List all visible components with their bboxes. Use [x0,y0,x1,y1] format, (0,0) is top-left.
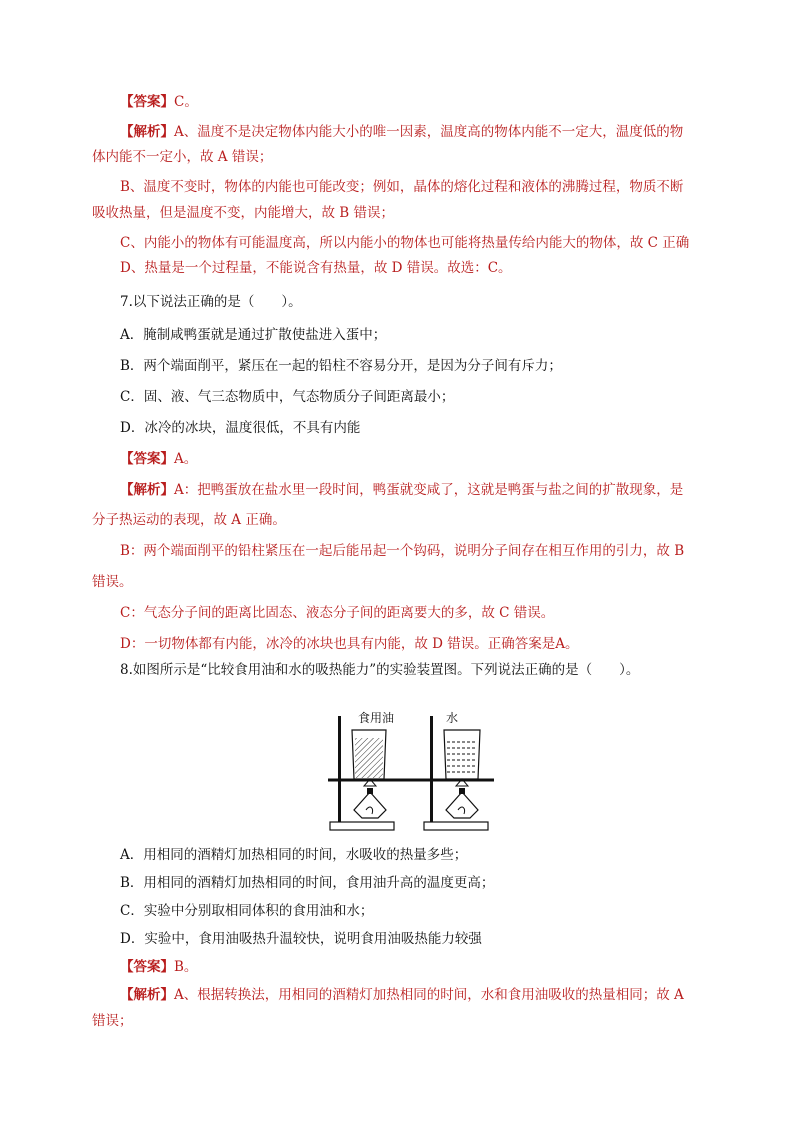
q7-analysis-line-3: B：两个端面削平的铅柱紧压在一起后能吊起一个钩码，说明分子间存在相互作用的引力，故 B [120,543,685,559]
q7-analysis-line-5: C：气态分子间的距离比固态、液态分子间的距离要大的多，故 C 错误。 [120,605,555,621]
analysis-tag: 【解析】 [120,987,174,1003]
q7-analysis-line-4: 错误。 [92,574,133,590]
answer-value: A。 [174,451,198,467]
q8-stem: 8.如图所示是“比较食用油和水的吸热能力”的实验装置图。下列说法正确的是（ ）。 [120,662,640,678]
q8-analysis-line-1: 【解析】A、根据转换法，用相同的酒精灯加热相同的时间，水和食用油吸收的热量相同；故 A [120,987,684,1003]
answer-tag: 【答案】 [120,94,174,110]
q7-option-a: A．腌制咸鸭蛋就是通过扩散使盐进入蛋中； [120,327,387,343]
answer-value: B。 [174,959,198,975]
experiment-figure [326,706,496,840]
analysis-tag: 【解析】 [120,124,174,140]
q6-analysis-line-5: C、内能小的物体有可能温度高，所以内能小的物体也可能将热量传给内能大的物体，故 C 正确 [120,235,690,251]
answer-tag: 【答案】 [120,451,174,467]
q7-answer [120,449,197,469]
q6-analysis-line-3: B、温度不变时，物体的内能也可能改变；例如，晶体的熔化过程和液体的沸腾过程，物质不断 [120,179,684,195]
q6-analysis-line-6: D、热量是一个过程量，不能说含有热量，故 D 错误。故选：C。 [120,260,512,276]
q8-option-d: D．实验中，食用油吸热升温较快，说明食用油吸热能力较强 [120,931,482,947]
q6-answer [120,92,198,112]
q7-option-d: D．冰冷的冰块，温度很低，不具有内能 [120,420,361,436]
figure-oil-setup [328,710,422,830]
q8-option-c: C．实验中分别取相同体积的食用油和水； [120,903,374,919]
q7-stem: 7.以下说法正确的是（ ）。 [120,294,302,310]
q6-analysis-line-1: 【解析】A、温度不是决定物体内能大小的唯一因素，温度高的物体内能不一定大，温度低的物 [120,124,684,140]
answer-value: C。 [174,94,198,110]
q7-option-b: B．两个端面削平，紧压在一起的铅柱不容易分开，是因为分子间有斥力； [120,358,562,374]
answer-tag: 【答案】 [120,959,174,975]
q8-option-a: A．用相同的酒精灯加热相同的时间，水吸收的热量多些； [120,847,468,863]
q7-option-c: C．固、液、气三态物质中，气态物质分子间距离最小； [120,389,455,405]
q8-option-b: B．用相同的酒精灯加热相同的时间，食用油升高的温度更高； [120,875,495,891]
q6-analysis-line-4: 吸收热量，但是温度不变，内能增大，故 B 错误； [92,205,395,221]
label-oil: 食用油 [358,711,395,725]
q7-analysis-line-1: 【解析】A：把鸭蛋放在盐水里一段时间，鸭蛋就变咸了，这就是鸭蛋与盐之间的扩散现象，是 [120,482,684,498]
q8-analysis-line-2: 错误； [92,1013,133,1029]
q7-analysis-line-2: 分子热运动的表现，故 A 正确。 [92,512,286,528]
q7-analysis-line-6: D：一切物体都有内能，冰冷的冰块也具有内能，故 D 错误。正确答案是A。 [120,636,579,652]
q8-answer [120,957,197,977]
figure-water-setup [422,710,494,830]
label-water: 水 [446,711,459,725]
q6-analysis-line-2: 体内能不一定小，故 A 错误； [92,149,273,165]
analysis-tag: 【解析】 [120,482,174,498]
